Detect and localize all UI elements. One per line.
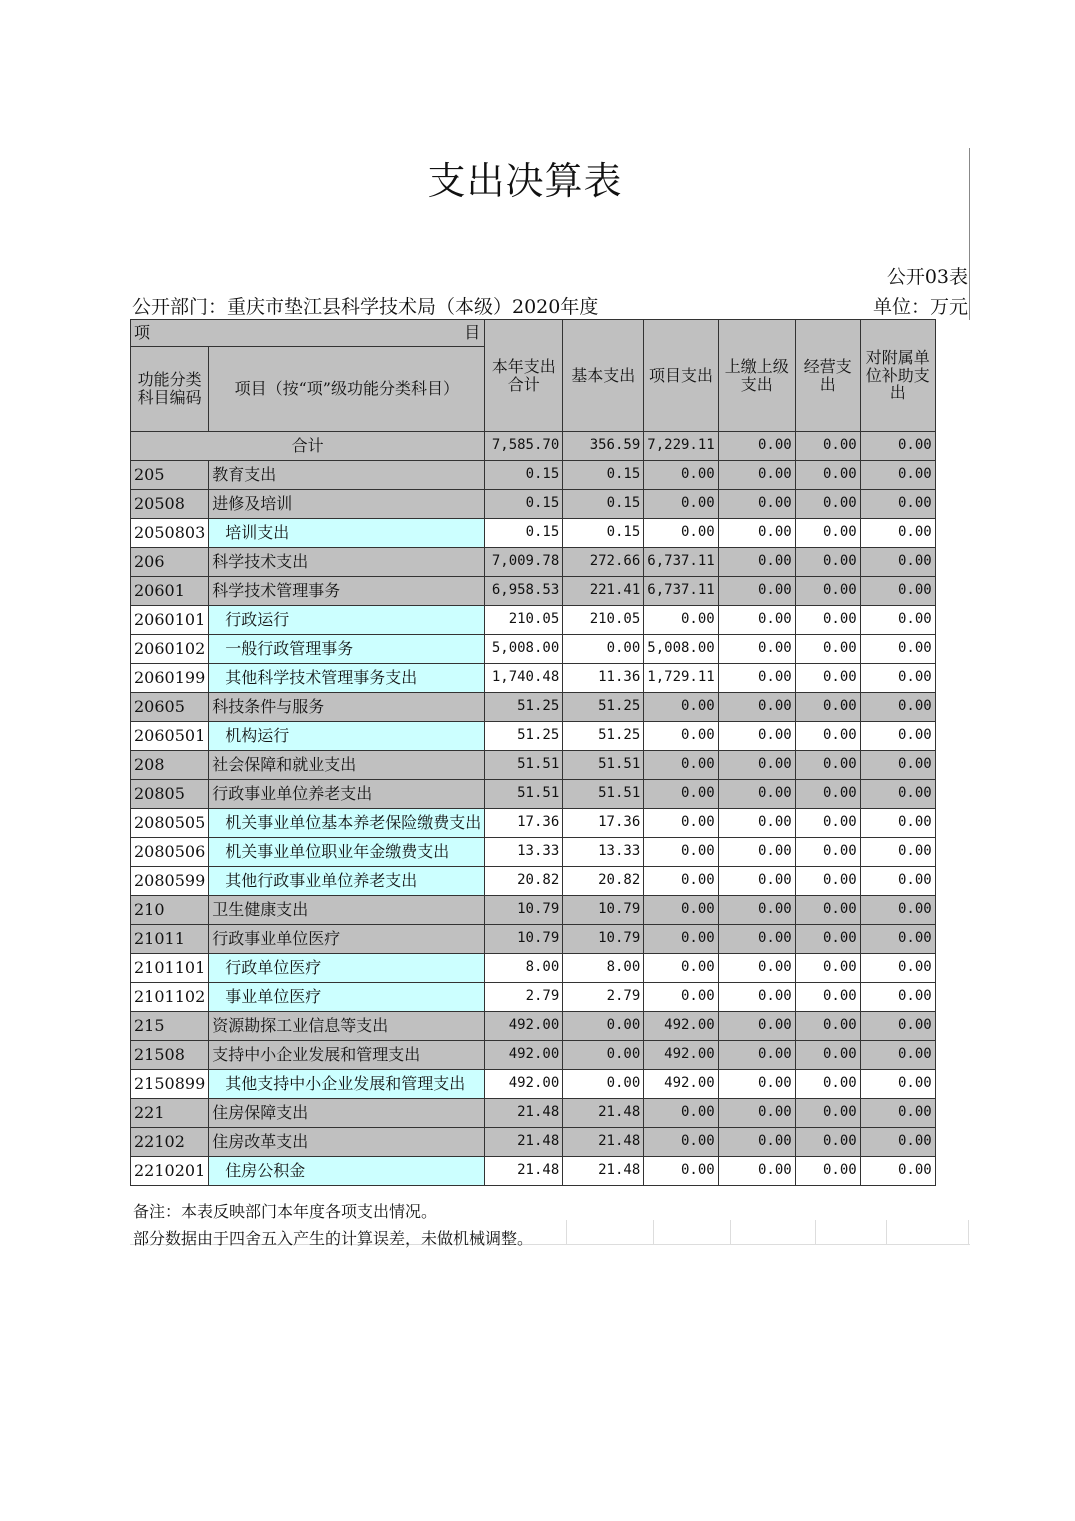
row-code: 2060102: [131, 635, 209, 664]
row-name: 进修及培训: [209, 490, 485, 519]
row-code: 21011: [131, 925, 209, 954]
row-value: 51.51: [563, 780, 644, 809]
row-value: 0.00: [795, 1041, 860, 1070]
row-value: 0.00: [718, 925, 795, 954]
row-name: 社会保障和就业支出: [209, 751, 485, 780]
row-value: 2.79: [563, 983, 644, 1012]
row-value: 0.15: [563, 519, 644, 548]
row-value: 6,958.53: [485, 577, 563, 606]
table-row: [131, 838, 936, 867]
row-name: 机构运行: [209, 722, 485, 751]
row-name: 卫生健康支出: [209, 896, 485, 925]
row-value: 492.00: [485, 1070, 563, 1099]
table-row: [131, 664, 936, 693]
header-business: 经营支出: [795, 320, 860, 432]
total-value: 0.00: [718, 432, 795, 461]
row-value: 0.00: [795, 809, 860, 838]
row-code: 21508: [131, 1041, 209, 1070]
unit-label: 单位：万元: [872, 296, 968, 318]
row-value: 492.00: [485, 1012, 563, 1041]
row-value: 21.48: [563, 1128, 644, 1157]
total-row: [131, 432, 936, 461]
header-item-cell: [131, 320, 485, 347]
row-value: 0.00: [795, 664, 860, 693]
row-value: 0.00: [795, 925, 860, 954]
row-value: 0.00: [860, 606, 935, 635]
row-value: 0.00: [644, 1099, 718, 1128]
header-subsidy: 对附属单位补助支出: [860, 320, 935, 432]
row-code: 22102: [131, 1128, 209, 1157]
row-value: 0.00: [860, 519, 935, 548]
row-value: 0.00: [860, 1099, 935, 1128]
row-value: 0.00: [795, 490, 860, 519]
row-value: 0.00: [644, 954, 718, 983]
row-name: 机关事业单位职业年金缴费支出: [209, 838, 485, 867]
row-value: 0.00: [795, 751, 860, 780]
row-value: 8.00: [563, 954, 644, 983]
row-value: 21.48: [485, 1128, 563, 1157]
row-value: 0.00: [718, 461, 795, 490]
table-row: [131, 1157, 936, 1186]
row-value: 0.00: [795, 693, 860, 722]
row-value: 5,008.00: [644, 635, 718, 664]
row-value: 0.00: [644, 896, 718, 925]
row-value: 8.00: [485, 954, 563, 983]
table-row: [131, 635, 936, 664]
row-value: 0.00: [860, 1157, 935, 1186]
table-row: [131, 548, 936, 577]
row-value: 210.05: [563, 606, 644, 635]
row-name: 住房保障支出: [209, 1099, 485, 1128]
row-code: 20508: [131, 490, 209, 519]
row-code: 2080599: [131, 867, 209, 896]
total-label: 合计: [131, 432, 485, 461]
header-row-top: [131, 320, 936, 347]
row-value: 0.00: [718, 1099, 795, 1128]
row-value: 0.00: [860, 1012, 935, 1041]
table-row: [131, 1012, 936, 1041]
row-value: 0.00: [644, 925, 718, 954]
header-project: 项目支出: [644, 320, 718, 432]
row-value: 0.00: [795, 722, 860, 751]
row-value: 492.00: [644, 1070, 718, 1099]
row-value: 0.00: [563, 1012, 644, 1041]
row-value: 0.00: [718, 1070, 795, 1099]
row-value: 0.00: [718, 693, 795, 722]
row-value: 20.82: [485, 867, 563, 896]
row-value: 51.51: [563, 751, 644, 780]
row-value: 0.00: [718, 983, 795, 1012]
row-value: 272.66: [563, 548, 644, 577]
table-row: [131, 461, 936, 490]
row-value: 0.00: [795, 838, 860, 867]
row-value: 1,729.11: [644, 664, 718, 693]
row-value: 0.00: [795, 780, 860, 809]
form-number: 公开03表: [886, 266, 968, 288]
row-code: 2050803: [131, 519, 209, 548]
row-value: 0.00: [860, 693, 935, 722]
row-code: 221: [131, 1099, 209, 1128]
row-value: 0.00: [795, 1070, 860, 1099]
row-value: 210.05: [485, 606, 563, 635]
row-value: 51.25: [563, 693, 644, 722]
table-row: [131, 925, 936, 954]
row-name: 科学技术支出: [209, 548, 485, 577]
row-value: 0.00: [644, 751, 718, 780]
table-row: [131, 577, 936, 606]
row-code: 210: [131, 896, 209, 925]
page-vertical-rule: [969, 148, 970, 320]
row-value: 0.00: [795, 1157, 860, 1186]
row-value: 17.36: [485, 809, 563, 838]
table-row: [131, 954, 936, 983]
row-value: 13.33: [485, 838, 563, 867]
row-value: 0.15: [485, 461, 563, 490]
table-row: [131, 1128, 936, 1157]
row-value: 0.00: [718, 606, 795, 635]
row-value: 10.79: [563, 925, 644, 954]
row-code: 2101102: [131, 983, 209, 1012]
row-value: 17.36: [563, 809, 644, 838]
row-value: 0.00: [795, 635, 860, 664]
row-value: 0.00: [795, 983, 860, 1012]
row-value: 0.00: [860, 780, 935, 809]
row-value: 0.00: [644, 606, 718, 635]
row-value: 11.36: [563, 664, 644, 693]
page-title: 支出决算表: [427, 159, 623, 203]
row-name: 住房改革支出: [209, 1128, 485, 1157]
row-code: 20805: [131, 780, 209, 809]
row-value: 0.00: [860, 838, 935, 867]
row-value: 0.00: [718, 780, 795, 809]
row-value: 0.00: [860, 548, 935, 577]
table-row: [131, 867, 936, 896]
row-value: 0.00: [718, 838, 795, 867]
expenditure-table: [130, 319, 936, 1186]
row-name: 一般行政管理事务: [209, 635, 485, 664]
row-value: 0.00: [718, 1128, 795, 1157]
row-value: 0.00: [718, 954, 795, 983]
row-name: 其他行政事业单位养老支出: [209, 867, 485, 896]
row-value: 0.00: [795, 867, 860, 896]
header-basic: 基本支出: [563, 320, 644, 432]
row-value: 10.79: [563, 896, 644, 925]
row-value: 13.33: [563, 838, 644, 867]
row-value: 0.00: [644, 1157, 718, 1186]
row-value: 0.00: [563, 1070, 644, 1099]
header-upper: 上缴上级支出: [718, 320, 795, 432]
row-value: 0.00: [795, 1128, 860, 1157]
row-value: 0.00: [718, 1012, 795, 1041]
row-value: 10.79: [485, 925, 563, 954]
note-rounding: 部分数据由于四舍五入产生的计算误差，未做机械调整。: [133, 1229, 534, 1248]
row-value: 0.00: [860, 1128, 935, 1157]
row-value: 0.00: [563, 1041, 644, 1070]
header-total: 本年支出合计: [485, 320, 563, 432]
row-name: 住房公积金: [209, 1157, 485, 1186]
row-value: 0.00: [644, 693, 718, 722]
row-code: 20605: [131, 693, 209, 722]
row-value: 0.00: [795, 577, 860, 606]
row-value: 0.00: [860, 896, 935, 925]
row-name: 资源勘探工业信息等支出: [209, 1012, 485, 1041]
table-row: [131, 896, 936, 925]
row-name: 机关事业单位基本养老保险缴费支出: [209, 809, 485, 838]
table-row: [131, 1070, 936, 1099]
table-row: [131, 722, 936, 751]
row-value: 0.15: [563, 461, 644, 490]
row-name: 行政事业单位医疗: [209, 925, 485, 954]
row-code: 205: [131, 461, 209, 490]
row-value: 0.00: [860, 809, 935, 838]
row-value: 21.48: [485, 1157, 563, 1186]
row-value: 0.00: [860, 577, 935, 606]
row-name: 行政单位医疗: [209, 954, 485, 983]
table-row: [131, 780, 936, 809]
row-value: 1,740.48: [485, 664, 563, 693]
row-value: 0.00: [718, 1041, 795, 1070]
header-code: 功能分类科目编码: [131, 347, 209, 432]
row-value: 0.00: [644, 809, 718, 838]
table-row: [131, 606, 936, 635]
row-value: 0.00: [718, 490, 795, 519]
row-value: 51.25: [485, 693, 563, 722]
total-value: 0.00: [860, 432, 935, 461]
header-item-right: 目: [464, 323, 481, 342]
row-value: 0.15: [485, 490, 563, 519]
department-label: 公开部门：重庆市垫江县科学技术局（本级）2020年度: [132, 296, 599, 318]
header-name: 项目（按“项”级功能分类科目）: [209, 347, 485, 432]
row-code: 2060199: [131, 664, 209, 693]
row-value: 0.00: [795, 1012, 860, 1041]
row-value: 7,009.78: [485, 548, 563, 577]
row-value: 0.00: [644, 983, 718, 1012]
row-value: 6,737.11: [644, 577, 718, 606]
row-value: 0.00: [718, 519, 795, 548]
row-value: 20.82: [563, 867, 644, 896]
row-value: 0.00: [860, 1041, 935, 1070]
row-code: 206: [131, 548, 209, 577]
total-value: 0.00: [795, 432, 860, 461]
row-value: 0.00: [860, 1070, 935, 1099]
row-name: 其他支持中小企业发展和管理支出: [209, 1070, 485, 1099]
row-value: 0.00: [860, 664, 935, 693]
row-name: 支持中小企业发展和管理支出: [209, 1041, 485, 1070]
total-value: 7,585.70: [485, 432, 563, 461]
table-row: [131, 983, 936, 1012]
row-value: 51.51: [485, 751, 563, 780]
table-row: [131, 519, 936, 548]
row-value: 0.00: [860, 461, 935, 490]
row-value: 0.00: [860, 954, 935, 983]
row-value: 0.00: [644, 780, 718, 809]
row-code: 20601: [131, 577, 209, 606]
row-value: 0.15: [563, 490, 644, 519]
row-code: 2210201: [131, 1157, 209, 1186]
row-value: 0.00: [718, 896, 795, 925]
row-value: 492.00: [485, 1041, 563, 1070]
table-row: [131, 693, 936, 722]
row-value: 0.00: [718, 635, 795, 664]
row-value: 0.00: [795, 954, 860, 983]
row-value: 0.00: [860, 490, 935, 519]
row-value: 492.00: [644, 1041, 718, 1070]
row-value: 0.00: [795, 1099, 860, 1128]
row-value: 0.00: [860, 635, 935, 664]
table-row: [131, 809, 936, 838]
row-value: 51.25: [563, 722, 644, 751]
row-value: 51.25: [485, 722, 563, 751]
row-name: 事业单位医疗: [209, 983, 485, 1012]
header-item-left: 项: [134, 323, 151, 343]
row-value: 21.48: [563, 1099, 644, 1128]
row-code: 2101101: [131, 954, 209, 983]
row-value: 0.00: [795, 461, 860, 490]
row-value: 21.48: [563, 1157, 644, 1186]
row-value: 0.00: [795, 896, 860, 925]
row-code: 208: [131, 751, 209, 780]
row-value: 2.79: [485, 983, 563, 1012]
row-value: 0.00: [644, 519, 718, 548]
row-code: 215: [131, 1012, 209, 1041]
row-value: 0.00: [795, 548, 860, 577]
row-value: 0.00: [718, 1157, 795, 1186]
total-value: 356.59: [563, 432, 644, 461]
row-value: 0.00: [644, 461, 718, 490]
row-value: 51.51: [485, 780, 563, 809]
row-value: 0.00: [644, 722, 718, 751]
row-code: 2060101: [131, 606, 209, 635]
total-value: 7,229.11: [644, 432, 718, 461]
table-row: [131, 1041, 936, 1070]
row-value: 0.00: [718, 577, 795, 606]
row-value: 0.00: [795, 519, 860, 548]
row-code: 2060501: [131, 722, 209, 751]
row-name: 培训支出: [209, 519, 485, 548]
row-value: 0.00: [718, 722, 795, 751]
row-value: 0.00: [860, 722, 935, 751]
row-name: 行政事业单位养老支出: [209, 780, 485, 809]
row-value: 0.00: [644, 838, 718, 867]
row-value: 0.00: [718, 664, 795, 693]
row-value: 0.00: [644, 867, 718, 896]
row-value: 0.00: [860, 983, 935, 1012]
row-value: 0.00: [860, 867, 935, 896]
note-remark: 备注：本表反映部门本年度各项支出情况。: [133, 1202, 438, 1221]
table-row: [131, 751, 936, 780]
table-row: [131, 490, 936, 519]
row-value: 0.00: [860, 925, 935, 954]
row-code: 2080505: [131, 809, 209, 838]
row-value: 221.41: [563, 577, 644, 606]
row-value: 0.00: [644, 490, 718, 519]
table-row: [131, 1099, 936, 1128]
row-code: 2150899: [131, 1070, 209, 1099]
row-value: 5,008.00: [485, 635, 563, 664]
row-value: 0.00: [718, 867, 795, 896]
row-value: 0.00: [860, 751, 935, 780]
row-name: 其他科学技术管理事务支出: [209, 664, 485, 693]
row-value: 0.00: [718, 809, 795, 838]
row-name: 科学技术管理事务: [209, 577, 485, 606]
row-value: 0.15: [485, 519, 563, 548]
row-name: 教育支出: [209, 461, 485, 490]
row-code: 2080506: [131, 838, 209, 867]
row-value: 21.48: [485, 1099, 563, 1128]
row-value: 6,737.11: [644, 548, 718, 577]
row-name: 科技条件与服务: [209, 693, 485, 722]
row-name: 行政运行: [209, 606, 485, 635]
row-value: 0.00: [563, 635, 644, 664]
row-value: 0.00: [795, 606, 860, 635]
row-value: 10.79: [485, 896, 563, 925]
row-value: 0.00: [718, 548, 795, 577]
row-value: 0.00: [718, 751, 795, 780]
row-value: 0.00: [644, 1128, 718, 1157]
row-value: 492.00: [644, 1012, 718, 1041]
